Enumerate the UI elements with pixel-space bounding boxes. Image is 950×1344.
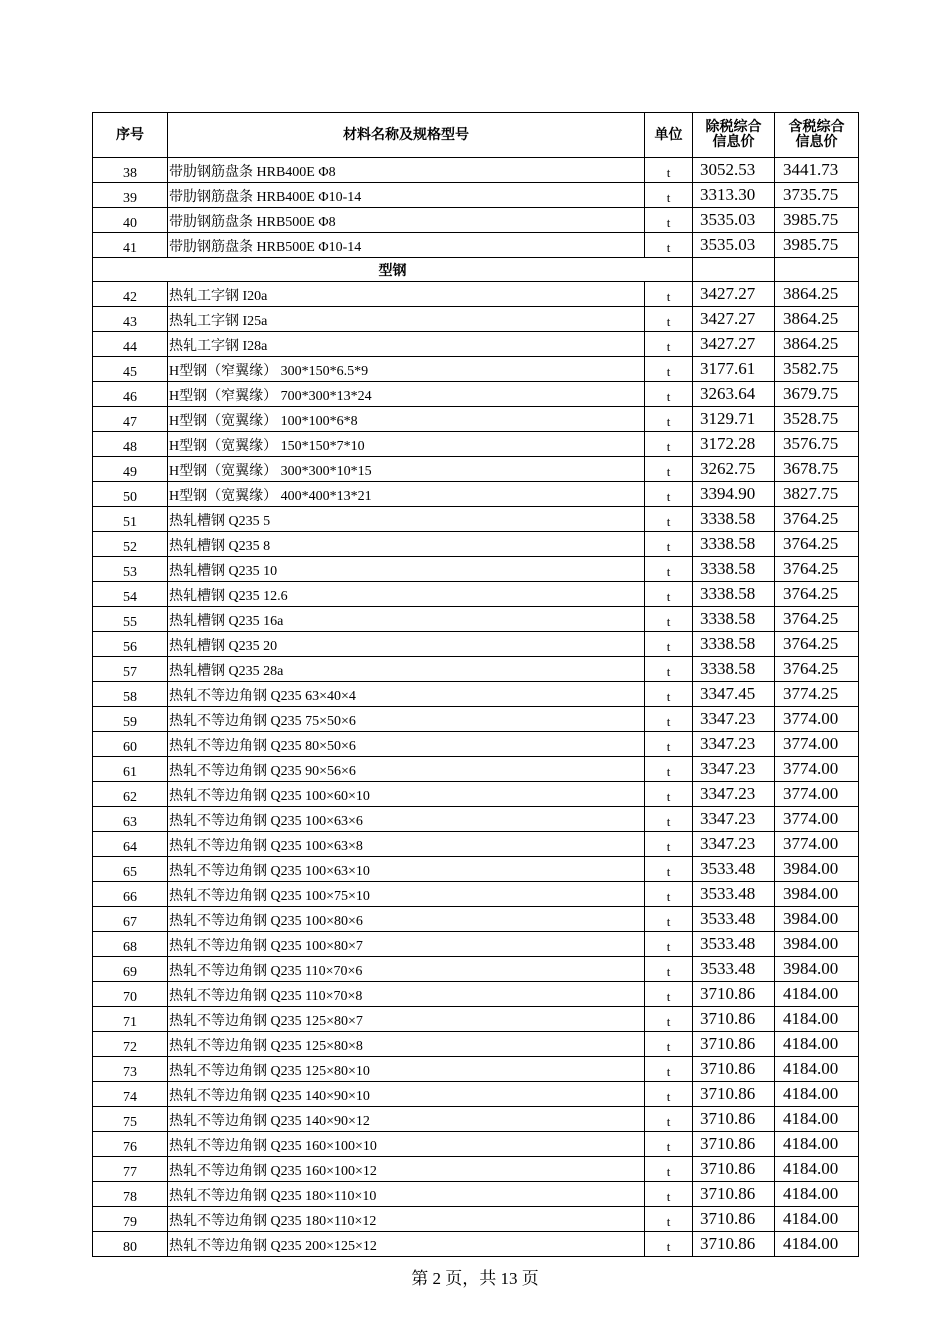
cell-unit: t [645,158,693,183]
table-row [93,907,859,932]
cell-name: 热轧不等边角钢 Q235 110×70×8 [168,982,645,1007]
cell-name: 热轧不等边角钢 Q235 63×40×4 [168,682,645,707]
cell-price-ex-tax: 3347.23 [693,832,775,857]
cell-price-in-tax: 3679.75 [775,382,859,407]
cell-name: 热轧不等边角钢 Q235 140×90×10 [168,1082,645,1107]
cell-no: 58 [93,682,168,707]
cell-name: H型钢（宽翼缘） 400*400*13*21 [168,482,645,507]
cell-name: 热轧不等边角钢 Q235 160×100×12 [168,1157,645,1182]
cell-price-ex-tax: 3052.53 [693,158,775,183]
cell-no: 52 [93,532,168,557]
cell-unit: t [645,183,693,208]
table-row [93,582,859,607]
table-row [93,1007,859,1032]
cell-unit: t [645,982,693,1007]
cell-price-ex-tax: 3710.86 [693,1132,775,1157]
cell-price-in-tax: 3764.25 [775,582,859,607]
cell-price-in-tax: 4184.00 [775,1032,859,1057]
table-row [93,1032,859,1057]
page-footer: 第 2 页，共 13 页 [411,1269,539,1288]
cell-price-ex-tax: 3710.86 [693,1007,775,1032]
cell-price-in-tax: 4184.00 [775,1057,859,1082]
cell-name: 热轧不等边角钢 Q235 180×110×12 [168,1207,645,1232]
cell-price-in-tax: 3764.25 [775,532,859,557]
table-row [93,657,859,682]
table-row [93,832,859,857]
cell-price-in-tax: 4184.00 [775,982,859,1007]
header-price-in-tax-line2: 信息价 [795,134,838,150]
table-row [93,407,859,432]
cell-name: 热轧槽钢 Q235 8 [168,532,645,557]
cell-unit: t [645,1032,693,1057]
cell-no: 41 [93,233,168,258]
cell-no: 80 [93,1232,168,1257]
cell-no: 61 [93,757,168,782]
table-row [93,757,859,782]
cell-price-ex-tax: 3427.27 [693,282,775,307]
cell-name: 热轧不等边角钢 Q235 100×80×7 [168,932,645,957]
cell-name: 热轧不等边角钢 Q235 180×110×10 [168,1182,645,1207]
cell-name: 热轧不等边角钢 Q235 90×56×6 [168,757,645,782]
cell-no: 76 [93,1132,168,1157]
header-price-ex-tax-line2: 信息价 [712,134,755,150]
table-row [93,1207,859,1232]
cell-unit: t [645,482,693,507]
table-row [93,557,859,582]
cell-unit: t [645,757,693,782]
cell-no: 70 [93,982,168,1007]
cell-name: 热轧不等边角钢 Q235 125×80×8 [168,1032,645,1057]
cell-price-in-tax: 4184.00 [775,1132,859,1157]
cell-no: 54 [93,582,168,607]
cell-no: 39 [93,183,168,208]
cell-price-in-tax: 4184.00 [775,1207,859,1232]
cell-price-ex-tax: 3129.71 [693,407,775,432]
cell-name: H型钢（窄翼缘） 300*150*6.5*9 [168,357,645,382]
table-row [93,957,859,982]
cell-price-in-tax: 3774.00 [775,707,859,732]
cell-no: 60 [93,732,168,757]
cell-unit: t [645,357,693,382]
cell-price-in-tax: 3764.25 [775,507,859,532]
cell-price-in-tax: 3984.00 [775,907,859,932]
cell-no: 49 [93,457,168,482]
section-empty-cell [775,258,859,282]
cell-name: 带肋钢筋盘条 HRB500E Φ10-14 [168,233,645,258]
cell-unit: t [645,282,693,307]
table-row [93,857,859,882]
table-row [93,357,859,382]
cell-price-in-tax: 3735.75 [775,183,859,208]
table-header-row [93,113,859,158]
cell-unit: t [645,1057,693,1082]
cell-name: 热轧不等边角钢 Q235 100×63×8 [168,832,645,857]
cell-price-ex-tax: 3535.03 [693,233,775,258]
table-row [93,707,859,732]
cell-unit: t [645,832,693,857]
cell-price-ex-tax: 3710.86 [693,1057,775,1082]
cell-price-ex-tax: 3338.58 [693,557,775,582]
cell-price-ex-tax: 3263.64 [693,382,775,407]
cell-price-ex-tax: 3710.86 [693,1232,775,1257]
table-row [93,382,859,407]
cell-price-ex-tax: 3338.58 [693,532,775,557]
cell-name: 热轧槽钢 Q235 16a [168,607,645,632]
cell-name: 热轧槽钢 Q235 10 [168,557,645,582]
cell-no: 72 [93,1032,168,1057]
table-row [93,682,859,707]
cell-no: 65 [93,857,168,882]
cell-price-ex-tax: 3338.58 [693,507,775,532]
cell-unit: t [645,1107,693,1132]
cell-price-ex-tax: 3172.28 [693,432,775,457]
cell-no: 42 [93,282,168,307]
section-row [93,258,859,282]
cell-price-ex-tax: 3338.58 [693,657,775,682]
price-table [92,112,859,1257]
cell-unit: t [645,382,693,407]
table-row [93,208,859,233]
cell-unit: t [645,957,693,982]
cell-price-in-tax: 3985.75 [775,208,859,233]
cell-no: 66 [93,882,168,907]
cell-unit: t [645,932,693,957]
cell-no: 63 [93,807,168,832]
cell-price-ex-tax: 3347.45 [693,682,775,707]
cell-name: 热轧槽钢 Q235 5 [168,507,645,532]
table-row [93,482,859,507]
table-row [93,1157,859,1182]
cell-unit: t [645,707,693,732]
cell-no: 64 [93,832,168,857]
cell-price-in-tax: 3864.25 [775,307,859,332]
cell-price-in-tax: 3774.00 [775,732,859,757]
table-row [93,1232,859,1257]
cell-no: 46 [93,382,168,407]
cell-price-ex-tax: 3427.27 [693,332,775,357]
header-price-in-tax-line1: 含税综合 [788,119,845,135]
table-row [93,282,859,307]
cell-price-ex-tax: 3338.58 [693,632,775,657]
cell-unit: t [645,457,693,482]
table-row [93,507,859,532]
cell-price-ex-tax: 3338.58 [693,607,775,632]
cell-price-ex-tax: 3710.86 [693,1082,775,1107]
cell-price-ex-tax: 3710.86 [693,1032,775,1057]
cell-price-ex-tax: 3347.23 [693,807,775,832]
cell-name: 热轧不等边角钢 Q235 100×63×6 [168,807,645,832]
table-row [93,882,859,907]
section-title: 型钢 [93,258,693,282]
cell-name: 热轧不等边角钢 Q235 75×50×6 [168,707,645,732]
cell-name: 带肋钢筋盘条 HRB500E Φ8 [168,208,645,233]
cell-name: 热轧槽钢 Q235 12.6 [168,582,645,607]
cell-unit: t [645,807,693,832]
header-price-in-tax [775,113,859,158]
table-row [93,332,859,357]
cell-no: 75 [93,1107,168,1132]
cell-no: 55 [93,607,168,632]
cell-price-ex-tax: 3533.48 [693,932,775,957]
cell-name: 带肋钢筋盘条 HRB400E Φ10-14 [168,183,645,208]
cell-price-ex-tax: 3427.27 [693,307,775,332]
cell-no: 67 [93,907,168,932]
cell-unit: t [645,532,693,557]
cell-price-ex-tax: 3710.86 [693,1207,775,1232]
cell-price-in-tax: 4184.00 [775,1232,859,1257]
cell-name: 热轧工字钢 I25a [168,307,645,332]
cell-name: H型钢（宽翼缘） 100*100*6*8 [168,407,645,432]
cell-unit: t [645,1157,693,1182]
cell-name: 热轧不等边角钢 Q235 160×100×10 [168,1132,645,1157]
cell-name: 热轧不等边角钢 Q235 125×80×7 [168,1007,645,1032]
cell-unit: t [645,857,693,882]
cell-name: 热轧不等边角钢 Q235 100×60×10 [168,782,645,807]
cell-price-in-tax: 3774.00 [775,782,859,807]
cell-unit: t [645,1007,693,1032]
cell-unit: t [645,507,693,532]
cell-name: 热轧工字钢 I28a [168,332,645,357]
cell-price-in-tax: 3764.25 [775,607,859,632]
cell-unit: t [645,307,693,332]
table-row [93,432,859,457]
cell-no: 68 [93,932,168,957]
cell-name: H型钢（宽翼缘） 150*150*7*10 [168,432,645,457]
cell-no: 40 [93,208,168,233]
cell-unit: t [645,657,693,682]
table-row [93,607,859,632]
table-row [93,1182,859,1207]
cell-price-in-tax: 3441.73 [775,158,859,183]
table-row [93,982,859,1007]
header-no: 序号 [93,113,168,158]
table-row [93,183,859,208]
header-price-ex-tax-line1: 除税综合 [705,119,762,135]
cell-no: 59 [93,707,168,732]
cell-price-ex-tax: 3338.58 [693,582,775,607]
cell-price-in-tax: 3576.75 [775,432,859,457]
cell-no: 77 [93,1157,168,1182]
cell-unit: t [645,233,693,258]
cell-price-ex-tax: 3347.23 [693,732,775,757]
cell-no: 51 [93,507,168,532]
cell-price-in-tax: 3774.00 [775,807,859,832]
cell-name: 热轧不等边角钢 Q235 125×80×10 [168,1057,645,1082]
cell-no: 50 [93,482,168,507]
cell-price-in-tax: 3528.75 [775,407,859,432]
cell-price-ex-tax: 3533.48 [693,882,775,907]
cell-price-in-tax: 3984.00 [775,932,859,957]
cell-name: 热轧不等边角钢 Q235 100×75×10 [168,882,645,907]
header-price-ex-tax [693,113,775,158]
cell-no: 74 [93,1082,168,1107]
cell-price-ex-tax: 3535.03 [693,208,775,233]
header-unit: 单位 [645,113,693,158]
cell-name: 热轧不等边角钢 Q235 200×125×12 [168,1232,645,1257]
cell-no: 38 [93,158,168,183]
cell-price-in-tax: 3678.75 [775,457,859,482]
cell-no: 79 [93,1207,168,1232]
cell-price-in-tax: 3985.75 [775,233,859,258]
cell-unit: t [645,907,693,932]
cell-no: 71 [93,1007,168,1032]
cell-name: 热轧不等边角钢 Q235 100×63×10 [168,857,645,882]
table-row [93,1082,859,1107]
cell-price-in-tax: 3774.00 [775,757,859,782]
cell-no: 62 [93,782,168,807]
section-empty-cell [693,258,775,282]
cell-name: 热轧不等边角钢 Q235 140×90×12 [168,1107,645,1132]
cell-no: 43 [93,307,168,332]
cell-price-in-tax: 4184.00 [775,1007,859,1032]
cell-unit: t [645,682,693,707]
cell-no: 78 [93,1182,168,1207]
cell-price-in-tax: 3984.00 [775,957,859,982]
cell-unit: t [645,1232,693,1257]
table-row [93,307,859,332]
table-row [93,457,859,482]
cell-unit: t [645,1207,693,1232]
cell-no: 47 [93,407,168,432]
table-row [93,233,859,258]
table-body [93,158,859,1257]
cell-price-ex-tax: 3394.90 [693,482,775,507]
cell-price-in-tax: 3582.75 [775,357,859,382]
table-row [93,632,859,657]
cell-price-in-tax: 3774.00 [775,832,859,857]
cell-price-ex-tax: 3710.86 [693,1107,775,1132]
table-row [93,1107,859,1132]
cell-no: 44 [93,332,168,357]
cell-name: 热轧不等边角钢 Q235 80×50×6 [168,732,645,757]
cell-unit: t [645,732,693,757]
cell-unit: t [645,432,693,457]
table-row [93,807,859,832]
cell-name: 带肋钢筋盘条 HRB400E Φ8 [168,158,645,183]
cell-name: 热轧槽钢 Q235 28a [168,657,645,682]
cell-unit: t [645,407,693,432]
cell-price-in-tax: 3764.25 [775,657,859,682]
cell-price-ex-tax: 3710.86 [693,1182,775,1207]
table-row [93,532,859,557]
cell-price-ex-tax: 3710.86 [693,1157,775,1182]
cell-unit: t [645,208,693,233]
header-name: 材料名称及规格型号 [168,113,645,158]
table-row [93,782,859,807]
table-row [93,1057,859,1082]
cell-unit: t [645,782,693,807]
cell-price-in-tax: 3774.25 [775,682,859,707]
cell-price-in-tax: 3827.75 [775,482,859,507]
cell-no: 69 [93,957,168,982]
cell-price-in-tax: 4184.00 [775,1107,859,1132]
cell-price-ex-tax: 3177.61 [693,357,775,382]
cell-price-in-tax: 3764.25 [775,632,859,657]
cell-no: 45 [93,357,168,382]
cell-price-in-tax: 3984.00 [775,857,859,882]
cell-price-ex-tax: 3533.48 [693,957,775,982]
table-row [93,932,859,957]
cell-price-in-tax: 4184.00 [775,1182,859,1207]
cell-price-ex-tax: 3533.48 [693,857,775,882]
cell-unit: t [645,332,693,357]
cell-price-ex-tax: 3313.30 [693,183,775,208]
cell-price-in-tax: 4184.00 [775,1082,859,1107]
cell-no: 53 [93,557,168,582]
cell-unit: t [645,582,693,607]
table-row [93,158,859,183]
cell-name: 热轧不等边角钢 Q235 110×70×6 [168,957,645,982]
cell-no: 48 [93,432,168,457]
cell-price-ex-tax: 3710.86 [693,982,775,1007]
cell-price-in-tax: 3984.00 [775,882,859,907]
cell-price-in-tax: 3864.25 [775,282,859,307]
cell-unit: t [645,632,693,657]
cell-price-in-tax: 3764.25 [775,557,859,582]
cell-no: 73 [93,1057,168,1082]
cell-price-ex-tax: 3347.23 [693,757,775,782]
cell-price-in-tax: 3864.25 [775,332,859,357]
cell-price-ex-tax: 3347.23 [693,782,775,807]
cell-unit: t [645,1182,693,1207]
cell-name: 热轧工字钢 I20a [168,282,645,307]
cell-name: H型钢（宽翼缘） 300*300*10*15 [168,457,645,482]
table-row [93,1132,859,1157]
cell-unit: t [645,1132,693,1157]
cell-price-in-tax: 4184.00 [775,1157,859,1182]
cell-name: 热轧不等边角钢 Q235 100×80×6 [168,907,645,932]
cell-price-ex-tax: 3262.75 [693,457,775,482]
cell-price-ex-tax: 3533.48 [693,907,775,932]
cell-name: H型钢（窄翼缘） 700*300*13*24 [168,382,645,407]
cell-unit: t [645,882,693,907]
cell-unit: t [645,557,693,582]
cell-name: 热轧槽钢 Q235 20 [168,632,645,657]
cell-unit: t [645,607,693,632]
cell-no: 57 [93,657,168,682]
cell-price-ex-tax: 3347.23 [693,707,775,732]
table-row [93,732,859,757]
cell-unit: t [645,1082,693,1107]
cell-no: 56 [93,632,168,657]
